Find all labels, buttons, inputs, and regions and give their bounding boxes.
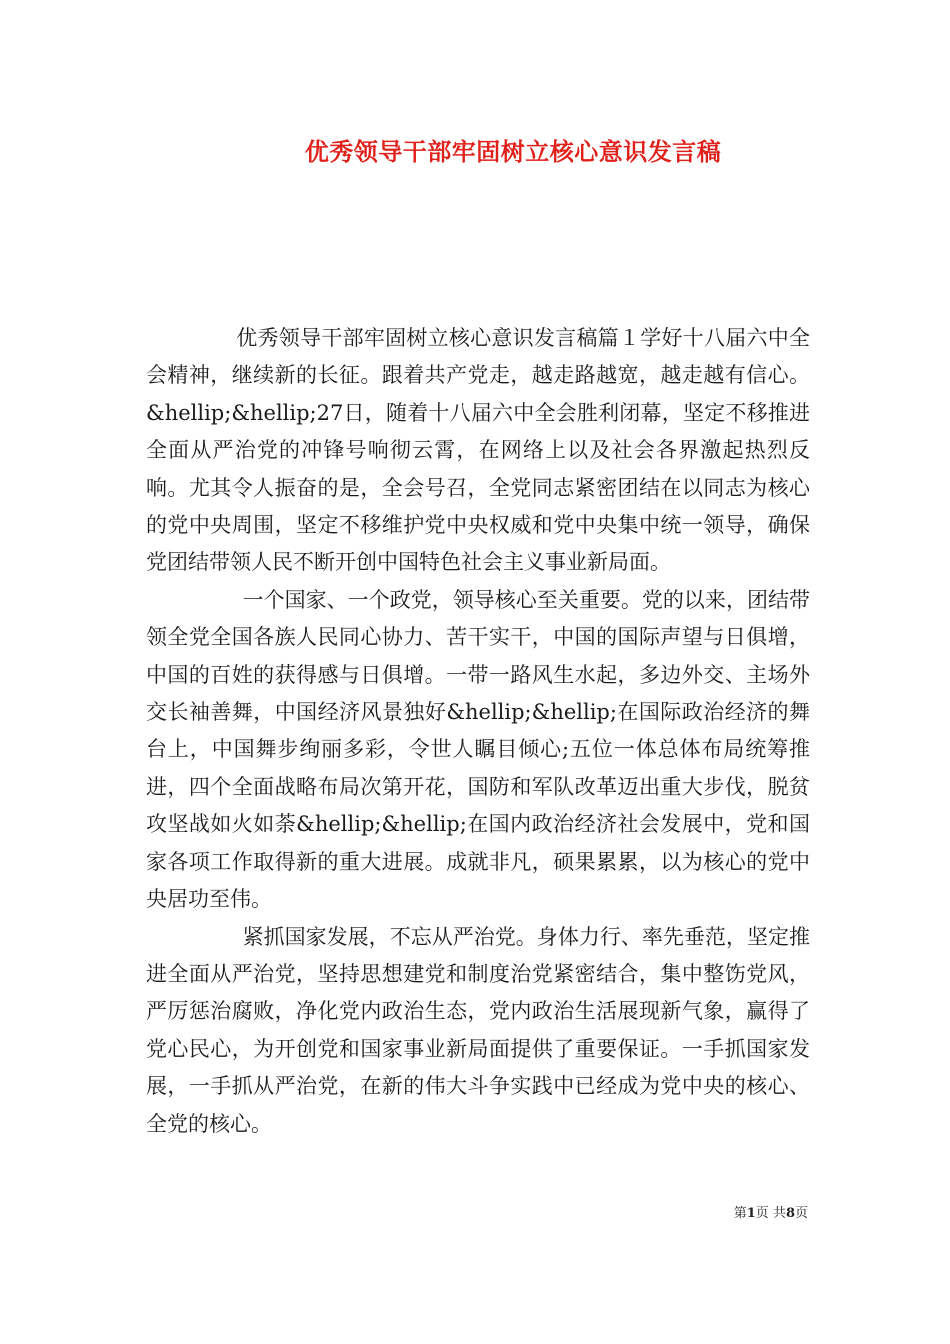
document-title: 优秀领导干部牢固树立核心意识发言稿 xyxy=(304,137,722,166)
current-page-number: 1 xyxy=(746,1206,756,1221)
footer-prefix: 第 xyxy=(733,1206,747,1221)
paragraph-1: 优秀领导干部牢固树立核心意识发言稿篇１学好十八届六中全会精神，继续新的长征。跟着共产党走，越走路越宽，越走越有信心。&hellip;&hellip;27日，随着十八届六中全会胜利闭幕，坚定不移推进全面从严治党的冲锋号响彻云霄，在网络上以及社会各界激起热烈反响。尤其令人振奋的是，全会号召，全党同志紧密团结在以同志为核心的党中央周围，坚定不移维护党中央权威和党中央集中统一领导，确保党团结带领人民不断开创中国特色社会主义事业新局面。 xyxy=(146,326,810,575)
page-footer xyxy=(734,1202,808,1221)
document-body xyxy=(146,320,810,1143)
paragraph-2: 一个国家、一个政党，领导核心至关重要。党的以来，团结带领全党全国各族人民同心协力、苦干实干，中国的国际声望与日俱增，中国的百姓的获得感与日俱增。一带一路风生水起，多边外交、主场外交长袖善舞，中国经济风景独好&hellip;&hellip;在国际政治经济的舞台上，中国舞步绚丽多彩，令世人瞩目倾心;五位一体总体布局统筹推进，四个全面战略布局次第开花，国防和军队改革迈出重大步伐，脱贫攻坚战如火如荼&hellip;&hellip;在国内政治经济社会发展中，党和国家各项工作取得新的重大进展。成就非凡，硕果累累，以为核心的党中央居功至伟。 xyxy=(146,587,810,912)
footer-suffix: 页 xyxy=(794,1206,808,1221)
footer-middle: 页 共 xyxy=(755,1206,786,1221)
total-pages-number: 8 xyxy=(785,1206,795,1221)
paragraph-3: 紧抓国家发展，不忘从严治党。身体力行、率先垂范，坚定推进全面从严治党，坚持思想建党和制度治党紧密结合，集中整饬党风，严厉惩治腐败，净化党内政治生态，党内政治生活展现新气象，赢得了党心民心，为开创党和国家事业新局面提供了重要保证。一手抓国家发展，一手抓从严治党，在新的伟大斗争实践中已经成为党中央的核心、全党的核心。 xyxy=(146,924,810,1136)
